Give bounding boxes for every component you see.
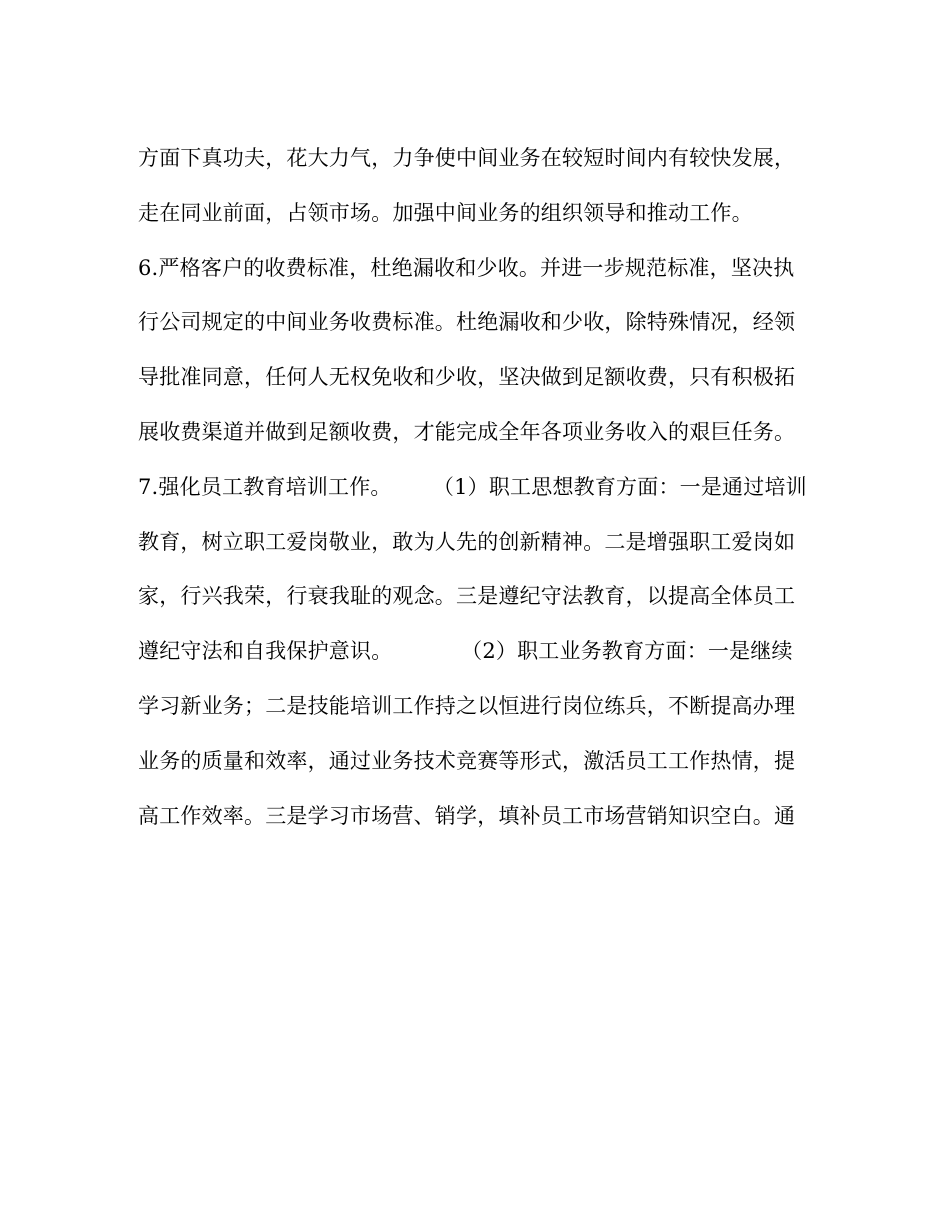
text-line: 7.强化员工教育培训工作。 （1）职工思想教育方面：一是通过培训 (138, 474, 807, 499)
text-line: 展收费渠道并做到足额收费，才能完成全年各项业务收入的艰巨任务。 (138, 419, 796, 444)
text-line: 家，行兴我荣，行衰我耻的观念。三是遵纪守法教育，以提高全体员工 (138, 584, 796, 609)
text-line: 6.严格客户的收费标准，杜绝漏收和少收。并进一步规范标准，坚决执 (138, 255, 795, 280)
text-line: 业务的质量和效率，通过业务技术竞赛等形式，激活员工工作热情，提 (138, 748, 796, 773)
text-line: 行公司规定的中间业务收费标准。杜绝漏收和少收，除特殊情况，经领 (138, 310, 796, 335)
text-line: 导批准同意，任何人无权免收和少收，坚决做到足额收费，只有积极拓 (138, 365, 796, 390)
text-line: 走在同业前面，占领市场。加强中间业务的组织领导和推动工作。 (138, 200, 753, 225)
text-line: 学习新业务；二是技能培训工作持之以恒进行岗位练兵，不断提高办理 (138, 693, 796, 718)
text-line: 遵纪守法和自我保护意识。 （2）职工业务教育方面：一是继续 (138, 639, 793, 664)
text-line: 高工作效率。三是学习市场营、销学，填补员工市场营销知识空白。通 (138, 803, 796, 828)
body-text (138, 131, 828, 843)
text-line: 方面下真功夫，花大力气，力争使中间业务在较短时间内有较快发展， (138, 146, 796, 170)
text-line: 教育，树立职工爱岗敬业，敢为人先的创新精神。二是增强职工爱岗如 (138, 529, 796, 554)
